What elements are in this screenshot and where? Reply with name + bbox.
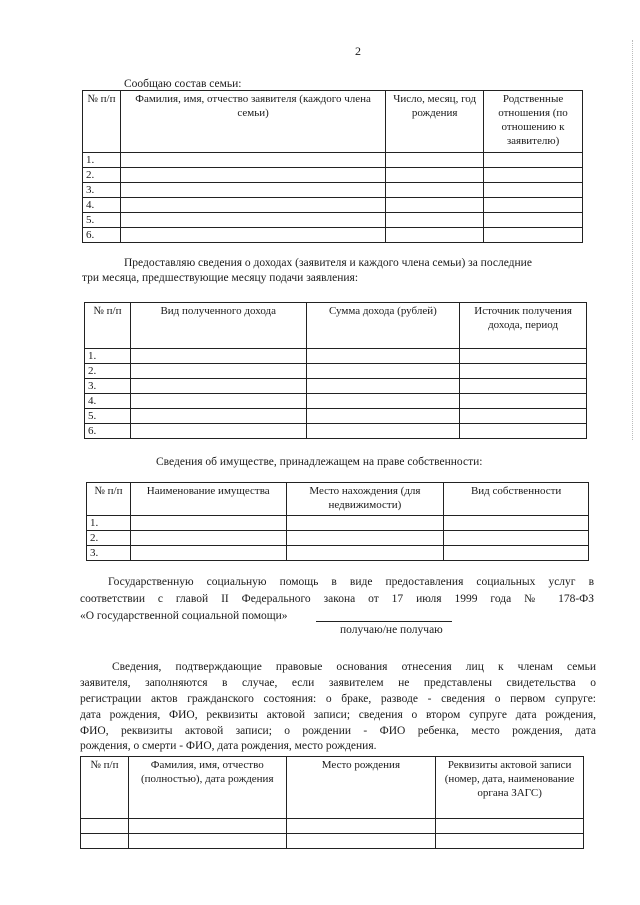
income-type-cell[interactable] — [130, 349, 306, 364]
birthdate-cell[interactable] — [386, 153, 484, 168]
relation-cell[interactable] — [484, 168, 583, 183]
name-cell[interactable] — [120, 213, 385, 228]
registry-header-person: Фамилия, имя, отчество (полностью), дата рождения — [128, 757, 286, 819]
row-number: 3. — [85, 379, 131, 394]
property-ownership-cell[interactable] — [444, 546, 589, 561]
assistance-line3: «О государственной социальной помощи» — [80, 610, 288, 622]
income-intro-line2: три месяца, предшествующие месяцу подачи заявления: — [82, 272, 359, 284]
income-type-cell[interactable] — [130, 379, 306, 394]
property-table — [86, 482, 589, 561]
income-source-cell[interactable] — [460, 424, 587, 439]
table-row — [85, 364, 587, 379]
row-number: 1. — [85, 349, 131, 364]
relation-cell[interactable] — [484, 228, 583, 243]
birthdate-cell[interactable] — [386, 198, 484, 213]
assistance-option: получаю/не получаю — [340, 624, 443, 636]
assistance-line1: Государственную социальную помощь в виде предоставления социальных услуг в — [108, 576, 594, 588]
family-header-name: Фамилия, имя, отчество заявителя (каждого члена семьи) — [120, 91, 385, 153]
registry-line2: заявителя, заполняются в случае, если заявителем не представлены свидетельства о — [80, 677, 596, 689]
record-cell[interactable] — [436, 834, 584, 849]
income-header-source: Источник получения дохода, период — [460, 303, 587, 349]
relation-cell[interactable] — [484, 213, 583, 228]
row-number: 6. — [85, 424, 131, 439]
income-amount-cell[interactable] — [306, 409, 460, 424]
row-number: 6. — [83, 228, 121, 243]
family-intro: Сообщаю состав семьи: — [124, 78, 242, 90]
person-cell[interactable] — [128, 834, 286, 849]
property-name-cell[interactable] — [130, 516, 286, 531]
name-cell[interactable] — [120, 198, 385, 213]
income-source-cell[interactable] — [460, 364, 587, 379]
assistance-line2: соответствии с главой II Федерального закона от 17 июля 1999 года № 178-ФЗ — [80, 593, 594, 605]
income-type-cell[interactable] — [130, 364, 306, 379]
name-cell[interactable] — [120, 228, 385, 243]
birthplace-cell[interactable] — [286, 819, 436, 834]
table-row — [83, 168, 583, 183]
registry-line3: регистрации актов гражданского состояния: о браке, разводе - сведения о первом супруге: — [80, 693, 596, 705]
family-table — [82, 90, 583, 243]
income-intro-line1: Предоставляю сведения о доходах (заявителя и каждого члена семьи) за последние — [124, 257, 532, 269]
property-header-ownership: Вид собственности — [444, 483, 589, 516]
table-row — [85, 379, 587, 394]
registry-line1: Сведения, подтверждающие правовые основания отнесения лиц к членам семьи — [112, 661, 596, 673]
table-row — [87, 516, 589, 531]
income-source-cell[interactable] — [460, 349, 587, 364]
row-number — [81, 834, 129, 849]
registry-line6: рождения, о смерти - ФИО, дата рождения, место рождения. — [80, 740, 377, 752]
assistance-answer-line[interactable] — [316, 621, 452, 622]
income-header-type: Вид полученного дохода — [130, 303, 306, 349]
registry-header-record: Реквизиты актовой записи (номер, дата, наименование органа ЗАГС) — [436, 757, 584, 819]
row-number: 1. — [83, 153, 121, 168]
income-type-cell[interactable] — [130, 424, 306, 439]
income-type-cell[interactable] — [130, 394, 306, 409]
property-header-name: Наименование имущества — [130, 483, 286, 516]
page-number: 2 — [355, 44, 361, 58]
registry-table — [80, 756, 584, 849]
table-row — [83, 198, 583, 213]
table-row — [85, 349, 587, 364]
income-amount-cell[interactable] — [306, 364, 460, 379]
row-number: 2. — [87, 531, 131, 546]
property-name-cell[interactable] — [130, 546, 286, 561]
table-row — [87, 531, 589, 546]
relation-cell[interactable] — [484, 198, 583, 213]
registry-header-number: № п/п — [81, 757, 129, 819]
property-name-cell[interactable] — [130, 531, 286, 546]
property-header-location: Место нахождения (для недвижимости) — [286, 483, 444, 516]
row-number: 2. — [85, 364, 131, 379]
birthdate-cell[interactable] — [386, 183, 484, 198]
income-table — [84, 302, 587, 439]
income-type-cell[interactable] — [130, 409, 306, 424]
relation-cell[interactable] — [484, 183, 583, 198]
income-header-number: № п/п — [85, 303, 131, 349]
row-number: 5. — [83, 213, 121, 228]
table-row — [81, 819, 584, 834]
table-row — [81, 834, 584, 849]
table-row — [87, 546, 589, 561]
row-number: 1. — [87, 516, 131, 531]
relation-cell[interactable] — [484, 153, 583, 168]
birthdate-cell[interactable] — [386, 168, 484, 183]
family-header-number: № п/п — [83, 91, 121, 153]
table-row — [83, 228, 583, 243]
income-amount-cell[interactable] — [306, 424, 460, 439]
registry-line5: ФИО, реквизиты актовой записи; о рождении - ФИО ребенка, место рождения, дата — [80, 725, 596, 737]
person-cell[interactable] — [128, 819, 286, 834]
family-header-birthdate: Число, месяц, год рождения — [386, 91, 484, 153]
property-intro: Сведения об имуществе, принадлежащем на праве собственности: — [156, 456, 483, 468]
birthdate-cell[interactable] — [386, 228, 484, 243]
property-ownership-cell[interactable] — [444, 516, 589, 531]
row-number — [81, 819, 129, 834]
property-header-number: № п/п — [87, 483, 131, 516]
row-number: 2. — [83, 168, 121, 183]
table-row — [85, 409, 587, 424]
income-amount-cell[interactable] — [306, 379, 460, 394]
row-number: 5. — [85, 409, 131, 424]
row-number: 4. — [83, 198, 121, 213]
income-source-cell[interactable] — [460, 394, 587, 409]
property-location-cell[interactable] — [286, 516, 444, 531]
name-cell[interactable] — [120, 183, 385, 198]
family-header-relation: Родственные отношения (по отношению к заявителю) — [484, 91, 583, 153]
name-cell[interactable] — [120, 153, 385, 168]
income-source-cell[interactable] — [460, 409, 587, 424]
table-row — [83, 183, 583, 198]
property-ownership-cell[interactable] — [444, 531, 589, 546]
row-number: 3. — [87, 546, 131, 561]
row-number: 3. — [83, 183, 121, 198]
table-row — [83, 213, 583, 228]
table-row — [83, 153, 583, 168]
row-number: 4. — [85, 394, 131, 409]
birthdate-cell[interactable] — [386, 213, 484, 228]
registry-line4: дата рождения, ФИО, реквизиты актовой записи; сведения о втором супруге дата рождения, — [80, 709, 596, 721]
property-location-cell[interactable] — [286, 546, 444, 561]
income-amount-cell[interactable] — [306, 349, 460, 364]
table-row — [85, 394, 587, 409]
record-cell[interactable] — [436, 819, 584, 834]
name-cell[interactable] — [120, 168, 385, 183]
table-row — [85, 424, 587, 439]
birthplace-cell[interactable] — [286, 834, 436, 849]
scan-edge-mark — [632, 40, 633, 440]
registry-header-birthplace: Место рождения — [286, 757, 436, 819]
property-location-cell[interactable] — [286, 531, 444, 546]
income-amount-cell[interactable] — [306, 394, 460, 409]
income-source-cell[interactable] — [460, 379, 587, 394]
income-header-amount: Сумма дохода (рублей) — [306, 303, 460, 349]
